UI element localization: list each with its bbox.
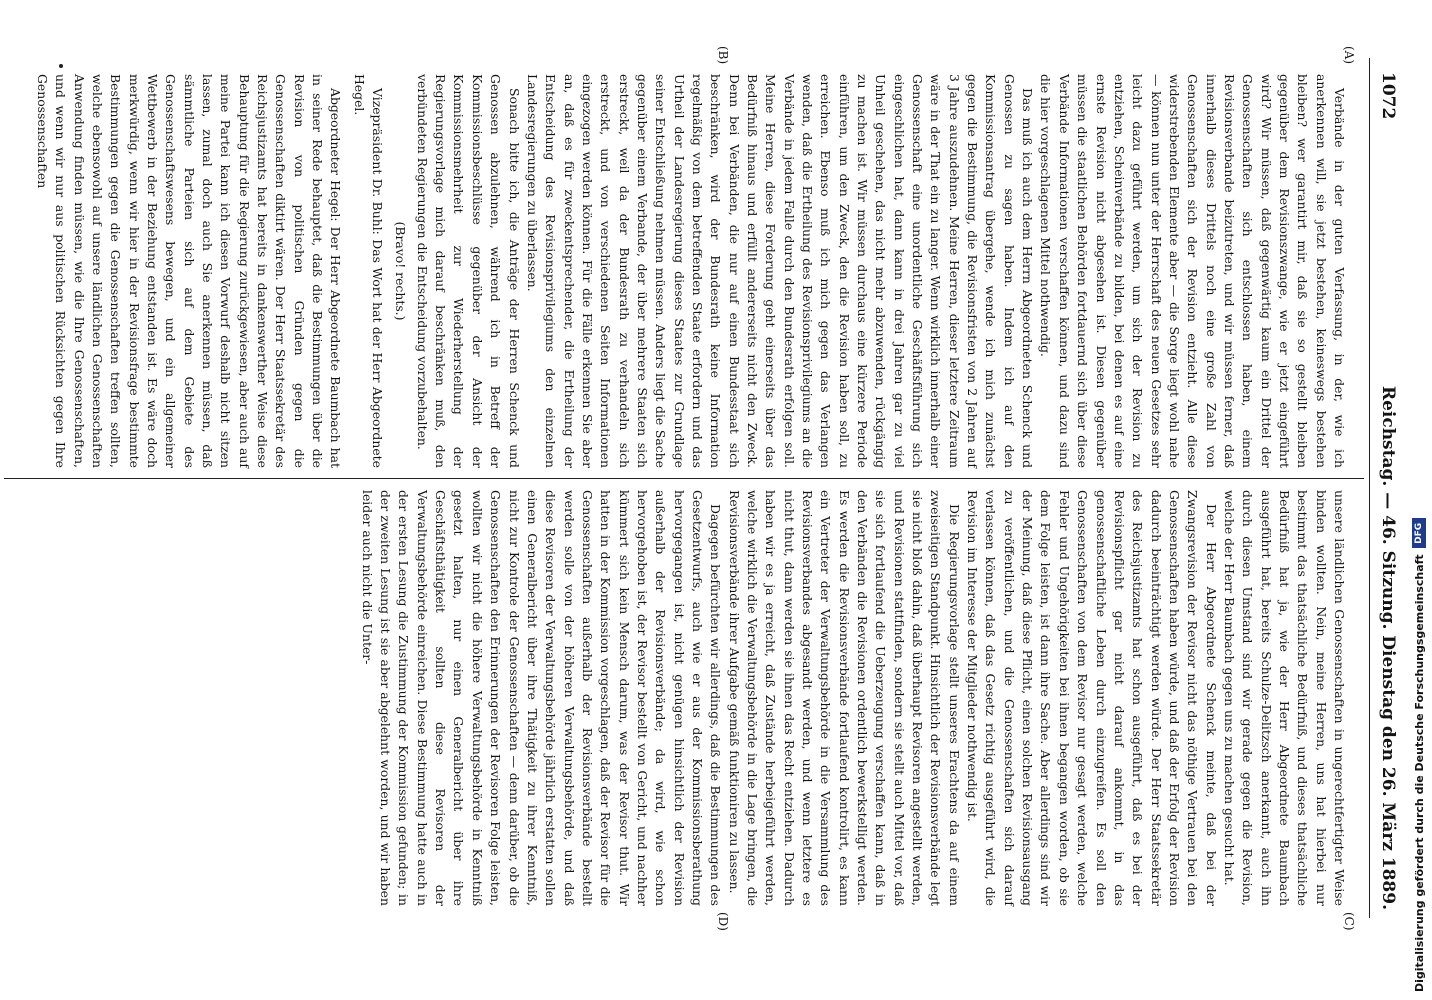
paragraph: Das muß ich auch dem Herrn Abgeordneten Schenck und Genossen zu sagen haben. Indem ich auf den Kommissionsantrag übergehe, wende ich mich zunächst gegen die Bestimmung, die Revisionsfristen von 2 Jahren auf 3 Jahre auszudehnen. Meine Herren, dieser letztere Zeitraum wäre in der That ein zu langer. Wenn wirklich innerhalb einer Genossenschaft eine unordentliche Geschäftsführung sich eingeschlichen hat, dann kann in drei Jahren gar zu viel Unheil geschehen, das nicht mehr abzuwenden, rückgängig zu machen ist. Wir müssen durchaus eine kürzere Periode einführen, um den Zweck, den die Revision haben soll, zu erreichen. Ebenso muß ich mich gegen das Verlangen wenden, daß die Ertheilung des Revisionsprivilegiums an die Verbände in jedem Falle durch den Bundesrath erfolgen soll. Meine Herren, diese Forderung geht einerseits über das Bedürfniß hinaus und erfüllt andererseits nicht den Zweck. Denn bei Verbänden, die nur auf einen Bundesstaat sich beschränken, wird der Bundesrath keine Information regelmäßig von dem betreffenden Staate erfordern und das Urtheil der Landesregierung dieses Staates zur Grundlage seiner Entschließung nehmen müssen. Anders liegt die Sache gegenüber einem Verbande, der über mehrere Staaten sich erstreckt, weil da der Bundesrath zu verhandeln sich erstreckt, und von verschiedenen Seiten Informationen eingezogen werden können. Für die Fälle erkennen Sie aber an, daß es für zweckentsprechender, die Ertheilung der Entscheidung des Revisionsprivilegiums den einzelnen Landesregierungen zu überlassen. xyxy=(524,74,1036,468)
paragraph: Dagegen befürchten wir allerdings, daß die Bestimmungen des Gesetzentwurfs, auch wie er aus der Kommissionsberathung hervorgegangen ist, nicht genügen hinsichtlich der Revision außerhalb der Revisionsverbände; da wird, wie schon hervorgehoben ist, der Revisor bestellt von Gericht, und nachher kümmert sich kein Mensch darum, was der Revisor thut. Wir hatten in der Kommission vorgeschlagen, daß der Revisor für die Genossenschaften außerhalb der Revisionsverbände bestellt werden solle von der höheren Verwaltungsbehörde, und daß diese Revisoren der Verwaltungsbehörde jährlich erstatten sollen einen Generalbericht über ihre Thätigkeit zu ihrer Kenntniß, nicht zur Kontrole der Genossenschaften — denn darüber, ob die Genossenschaften den Erinnerungen der Revisoren Folge leisten, wollten wir nicht die höhere Verwaltungsbehörde in Kenntniß gesetzt halten, nur einen Generalbericht über ihre Geschäftsthätigkeit sollten diese Revisoren der Verwaltungsbehörde einreichen. Diese Bestimmung hatte auch in der ersten Lesung die Zustimmung der Kommission gefunden; in der zweiten Lesung ist sie aber abgelehnt worden, und wir haben leider auch nicht die Unter- xyxy=(359,490,724,906)
running-header: Reichstag. — 46. Sitzung. Dienstag den 26. März 1889. xyxy=(1378,385,1398,910)
paragraph: Die Regierungsvorlage stellt unseres Erachtens da auf einem zweiseitigen Standpunkt. Hinsichtlich der Revisionsverbände legt sie nicht bloß dahin, daß überhaupt Revisoren angestellt werden, und Revisionen stattfinden, sondern sie stellt auch Mittel vor, daß sie sich fortlaufend die Ueberzeugung verschaffen kann, daß in den Verbänden die Revisionen ordentlich bewerkstelligt werden. Es werden die Revisionsverbände fortlaufend kontrolirt, es kann ein Vertreter der Verwaltungsbehörde in die Versammlung des Revisionsverbandes abgesandt werden, und wenn letztere es nicht thut, dann werden sie ihnen das Recht entziehen. Dadurch haben wir es ja erreicht, daß Zustände herbeigeführt werden, welche wirklich die Verwaltungsbehörde in die Lage bringen, die Revisionsverbände ihrer Aufgabe gemäß funktioniren zu lassen. xyxy=(726,490,962,906)
speaker-paragraph: Abgeordneter Hegel: Der Herr Abgeordnete Baumbach hat in seiner Rede behauptet, daß die Bestimmungen über die Revision von politischen Gründen gegen die Genossenschaften diktirt wären. Der Herr Staatssekretär des Reichsjustizamts hat bereits in dankenswerther Weise diese Behauptung für die Regierung zurückgewiesen, aber auch auf meine Partei kann ich diesen Vorwurf deshalb nicht sitzen lassen, zumal doch auch Sie anerkennen müssen, daß sämmtliche Parteien sich auf dem Gebiete des Genossenschaftswesens bewegen, und ein allgemeiner Wettbewerb in der Beziehung entstanden ist. Es wäre doch merkwürdig, wenn wir hier in der Revisionsfrage bestimmte Bestimmungen gegen die Genossenschaften treffen sollten, welche ebensowohl auf unsere ländlichen Genossenschaften Anwendung finden müssen, wie die Ihre Genossenschaften, und wenn wir nur aus politischen Rücksichten gegen Ihre Genossenschaften xyxy=(34,74,344,468)
digitization-credit xyxy=(1408,0,1430,1000)
paragraph: Sonach bitte ich, die Anträge der Herren Schenck und Genossen abzulehnen, während ich in Betreff der Kommissionsbeschlüsse gegenüber der Ansicht der Kommissionsmehrheit zur Wiederherstellung der Regierungsvorlage mich darauf beschränken muß, den verbündeten Regierungen die Entscheidung vorzubehalten. xyxy=(414,74,522,468)
paragraph: unsere ländlichen Genossenschaften in ungerechtfertigter Weise binden wollten. Nein, meine Herren, uns hat hierbei nur bestimmt das thatsächliche Bedürfniß, und dieses thatsächliche Bedürfniß hat ja, wie der Herr Abgeordnete Baumbach ausgeführt hat, bereits Schulze-Delitzsch anerkannt, auch ihn durch diesen Umstand sind wir gerade gegen die Revision, welche der Herr Baumbach gegen uns zu machen gesucht hat. xyxy=(1221,490,1347,906)
dfg-logo: DFG xyxy=(1412,518,1426,548)
margin-marker-b: (B) xyxy=(716,46,730,65)
paragraph: Der Herr Abgeordnete Schenck meinte, daß bei der Zwangsrevision der Revisor nicht das nöthige Vertrauen bei den Genossenschaften haben würde, und daß der Erfolg der Revision dadurch beeinträchtigt werden würde. Der Herr Staatssekretär des Reichsjustizamts hat schon ausgeführt, daß es bei der Revisionspflicht gar nicht darauf ankommt, in das genossenschaftliche Leben durch einzugreifen. Es soll den Genossenschaften von dem Revisor nur gesagt werden, welche Fehler und Ungehörigkeiten bei ihnen begangen worden, ob sie dem Folge leisten, ist dann ihre Sache. Aber allerdings sind wir der Meinung, daß diese Pflicht, einen solchen Revisionsausgang zu veröffentlichen, und die Genossenschaften sich darauf verlassen können, daß das Gesetz richtig ausgeführt wird, die Revision im Interesse der Mitglieder nothwendig ist. xyxy=(965,490,1219,906)
interjection: (Bravo! rechts.) xyxy=(393,221,409,321)
margin-marker-a: (A) xyxy=(1342,46,1356,65)
margin-marker-d: (D) xyxy=(716,912,730,931)
header-rule xyxy=(1369,58,1370,918)
left-text-column xyxy=(33,74,1348,468)
speaker-paragraph: Vizepräsident Dr. Buhl: Das Wort hat der Herr Abgeordnete Hegel. xyxy=(351,74,386,468)
credit-text: Digitalisierung gefördert durch die Deutsche Forschungsgemeinschaft xyxy=(1412,554,1426,992)
margin-marker-c: (C) xyxy=(1342,912,1356,931)
scan-speck xyxy=(59,64,63,68)
column-divider xyxy=(4,478,1364,479)
right-text-column xyxy=(357,490,1348,906)
page-number: 1072 xyxy=(1378,72,1398,120)
paragraph: Verbände in der guten Verfassung, in der, wie ich anerkennen will, sie jetzt bestehen, keineswegs bestehen bleiben? wer garantirt mir, daß sie so gestellt bleiben gegenüber dem Revisionszwange, wie er jetzt eingeführt wird? Wir müssen, daß gegenwärtig kaum ein Drittel der Genossenschaften sich entschlossen haben, einem Revisionsverbande beizutreten, und wir müssen ferner, daß innerhalb dieses Drittels noch eine große Zahl von Genossenschaften sich der Revision entzieht. Alle diese widerstrebenden Elemente aber — die Sorge liegt wohl nahe — können nun unter der Herrschaft des neuen Gesetzes sehr leicht dazu geführt werden, um sich der Revision zu entziehen, Scheinverbände zu bilden, bei denen es auf eine ernste Revision nicht abgesehen ist. Diesen gegenüber müssen die staatlichen Behörden fortdauernd sich über diese Verbände Informationen verschaffen können, und dazu sind die hier vorgeschlagenen Mittel nothwendig. xyxy=(1038,74,1347,468)
